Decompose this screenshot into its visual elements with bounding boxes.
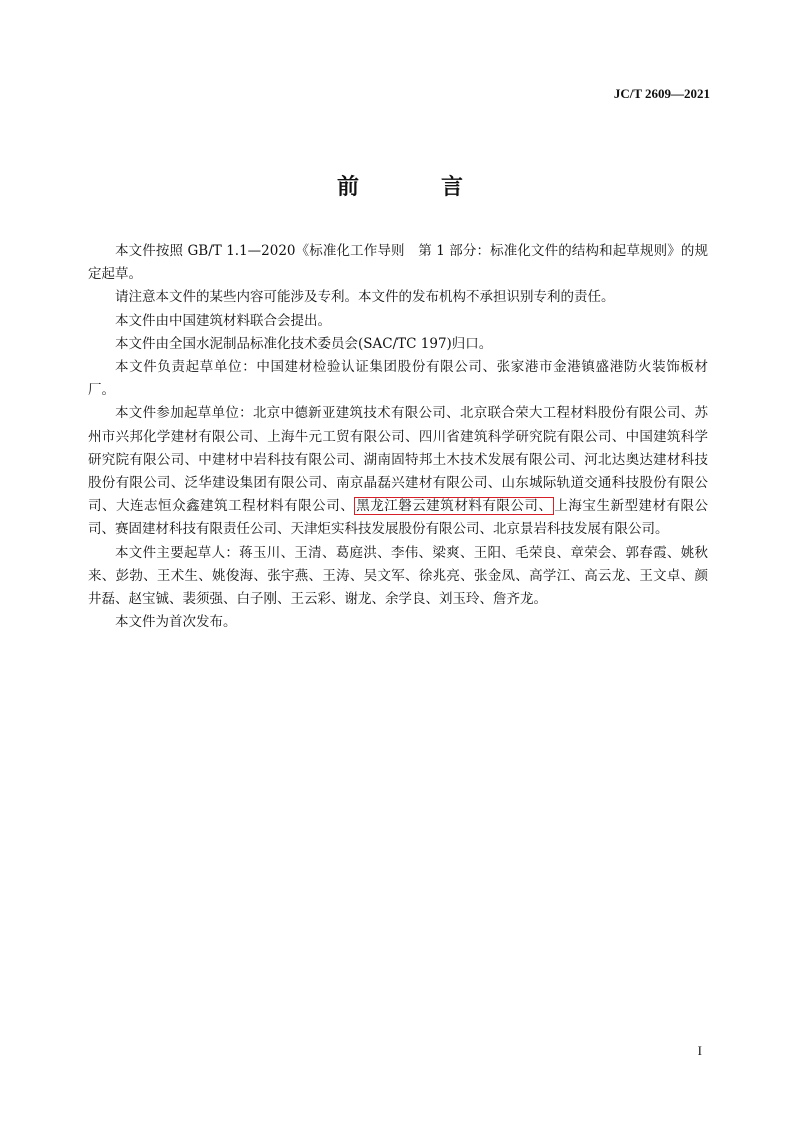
participants-after: 上海宝生新型建材有限公司、赛固建材科技有限责任公司、天津炬实科技发展股份有限公司、北京景岩科技发展有限公司。 [88, 498, 709, 538]
paragraph-administrator: 本文件由全国水泥制品标准化技术委员会(SAC/TC 197)归口。 [115, 335, 493, 352]
paragraph-proposer: 本文件由中国建筑材料联合会提出。 [115, 312, 331, 329]
highlighted-company: 黑龙江磐云建筑材料有限公司、 [356, 498, 553, 515]
page-number: I [697, 1043, 702, 1058]
standard-code: JC/T 2609—2021 [613, 86, 710, 101]
paragraph-lead-drafters: 本文件负责起草单位：中国建材检验认证集团股份有限公司、张家港市金港镇盛港防火装饰板材厂。 [88, 359, 708, 399]
paragraph-main-drafters: 本文件主要起草人：蒋玉川、王清、葛庭洪、李伟、梁爽、王阳、毛荣良、章荣会、郭春霞、姚秋来、彭勃、王术生、姚俊海、张宇燕、王涛、吴文军、徐兆亮、张金凤、高学江、高云龙、王文卓、颜井磊、赵宝铖、裴须强、白子刚、王云彩、谢龙、余学良、刘玉玲、詹齐龙。 [88, 544, 708, 608]
participants-before: 本文件参加起草单位：北京中德新亚建筑技术有限公司、北京联合荣大工程材料股份有限公司、苏州市兴邦化学建材有限公司、上海牛元工贸有限公司、四川省建筑科学研究院有限公司、中国建筑科学研究院有限公司、中建材中岩科技有限公司、湖南固特邦土木技术发展有限公司、河北达奥达建材科技股份有限公司、泛华建设集团有限公司、南京晶磊兴建材有限公司、山东城际轨道交通科技股份有限公司、大连志恒众鑫建筑工程材料有限公司、 [88, 405, 708, 515]
paragraph-first-release: 本文件为首次发布。 [115, 614, 237, 631]
foreword-body [88, 240, 708, 634]
paragraph-drafting-rules: 本文件按照 GB/T 1.1—2020《标准化工作导则 第 1 部分：标准化文件的结构和起草规则》的规定起草。 [88, 243, 708, 283]
page-title: 前 言 [336, 175, 493, 200]
paragraph-patent-notice: 请注意本文件的某些内容可能涉及专利。本文件的发布机构不承担识别专利的责任。 [115, 289, 615, 306]
paragraph-participating-drafters [88, 402, 708, 541]
